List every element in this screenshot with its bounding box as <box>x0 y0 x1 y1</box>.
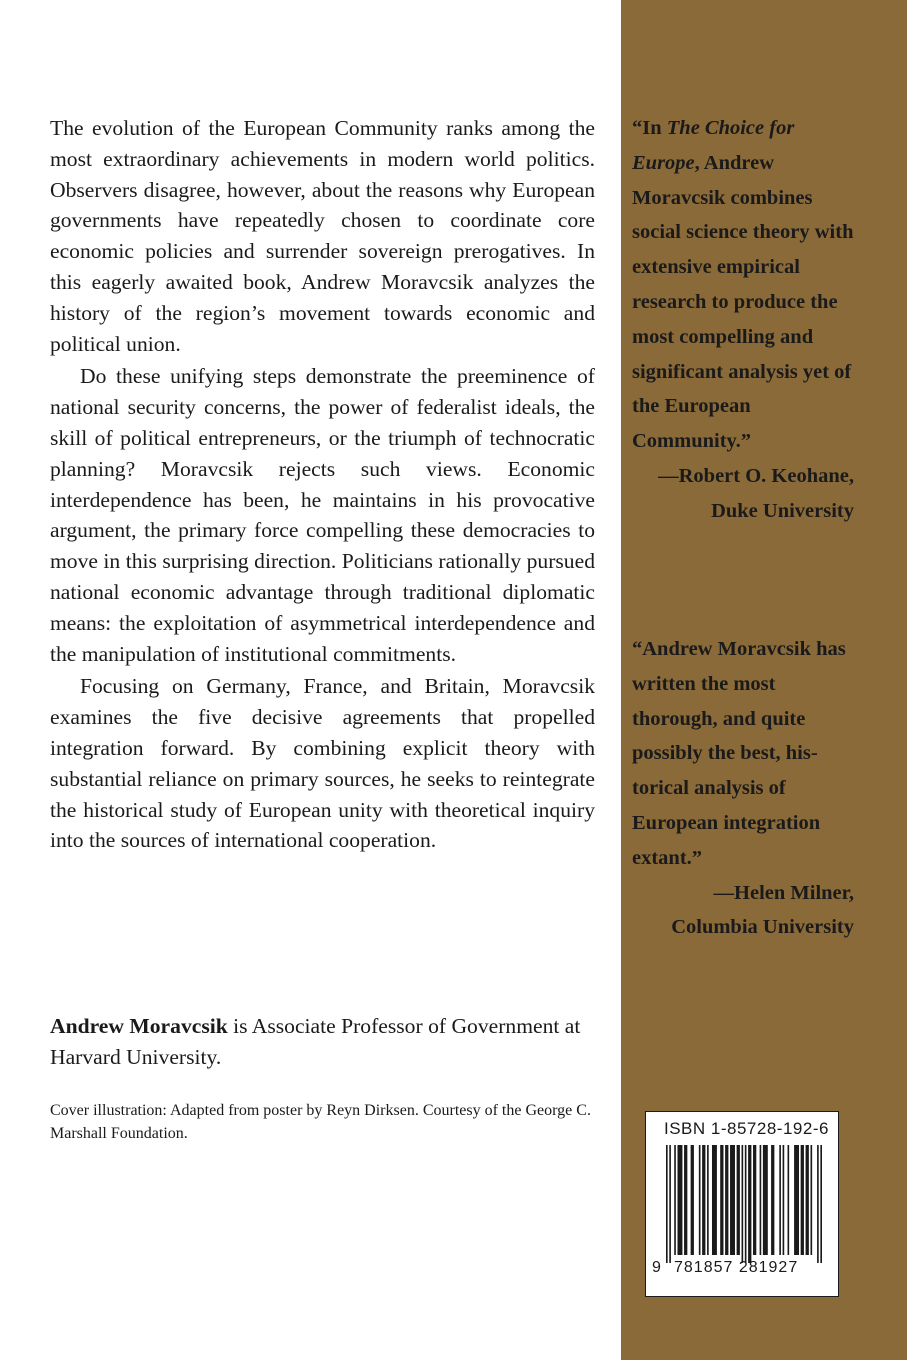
author-bio-text: is Associate Professor of Government at Harvard University. <box>50 1014 581 1069</box>
barcode-bar <box>820 1145 822 1263</box>
ean-remaining-digits: 781857 281927 <box>674 1259 799 1276</box>
barcode-bar <box>674 1145 676 1255</box>
barcode-bar <box>763 1145 768 1255</box>
barcode-bar <box>730 1145 735 1255</box>
author-bio <box>50 1011 595 1073</box>
isbn-barcode <box>645 1111 839 1297</box>
barcode-bar <box>801 1145 804 1255</box>
barcode-bar <box>742 1145 744 1263</box>
review-quote-2-text: “Andrew Moravcsik has written the most thorough, and quite possibly the best, historical analysis of European integration extant.” <box>632 638 846 869</box>
barcode-bar <box>753 1145 756 1255</box>
review-quote-2-attribution: —Helen Milner, Columbia University <box>671 881 854 939</box>
barcode-bar <box>737 1145 740 1255</box>
blurb-paragraph-2: Do these unifying steps demonstrate the preeminence of national security concerns, the power of federalist ideals, the skill of political entrepreneurs, or the triumph of technocratic planning? Moravcsik rejects such views. Economic interdependence has been, he maintains in his provocative argument, the primary force compelling these democracies to move in this surprising direction. Politicians rationally pursued national economic advantage through traditional diplomatic means: the exploitation of asymmetrical interdependence and the manipulation of institutional commitments. <box>50 364 595 666</box>
book-title: The Choice for Europe <box>632 117 795 174</box>
review-quote-1-attribution: —Robert O. Keohane, Duke University <box>658 464 854 522</box>
barcode-bar <box>817 1145 819 1263</box>
barcode-bar <box>771 1145 774 1255</box>
author-name: Andrew Moravcsik <box>50 1014 228 1038</box>
barcode-bar <box>666 1145 668 1263</box>
barcode-bar <box>779 1145 781 1255</box>
barcode-bar <box>684 1145 687 1255</box>
barcode-bar <box>748 1145 751 1263</box>
barcode-bar <box>794 1145 799 1255</box>
barcode-bar <box>760 1145 762 1255</box>
isbn-label: ISBN 1-85728-192-6 <box>664 1119 829 1138</box>
review-quote-2 <box>632 632 854 945</box>
barcode-bar <box>720 1145 723 1255</box>
barcode-bar <box>712 1145 717 1255</box>
ean-first-digit: 9 <box>652 1259 661 1276</box>
quote-open: “In <box>632 117 667 139</box>
blurb-paragraph-3: Focusing on Germany, France, and Britain, Moravcsik examines the five decisive agreements that propelled integration forward. By combining explicit theory with substantial reliance on primary sources, he seeks to reintegrate the historical study of European unity with theoretical inquiry into the sources of international cooperation. <box>50 674 595 853</box>
barcode-bar <box>707 1145 709 1255</box>
barcode-bar <box>806 1145 809 1255</box>
blurb <box>50 113 595 856</box>
barcode-bar <box>788 1145 790 1255</box>
barcode-bar <box>677 1145 682 1255</box>
barcode-bars <box>666 1145 822 1263</box>
barcode-bar <box>725 1145 728 1255</box>
barcode-bar <box>691 1145 694 1255</box>
review-quote-1-text <box>632 111 854 459</box>
review-quote-1 <box>632 111 854 529</box>
blurb-paragraph-1: The evolution of the European Community ranks among the most extraordinary achievements in modern world politics. Observers disagree, however, about the reasons why European governments have repeatedly chosen to coordinate core economic policies and surrender sovereign prerogatives. In this eagerly awaited book, Andrew Moravcsik analyzes the history of the region’s movement towards economic and political union. <box>50 116 595 356</box>
cover-credit: Cover illustration: Adapted from poster by Reyn Dirksen. Courtesy of the George C. Marshall Foundation. <box>50 1102 591 1142</box>
barcode-bar <box>745 1145 747 1263</box>
quote-body: , Andrew Moravcsik combines social science theory with extensive empirical research to produce the most compelling and significant analysis yet of the European Community.” <box>632 151 854 453</box>
barcode-bar <box>699 1145 701 1255</box>
barcode-bar <box>702 1145 705 1255</box>
barcode-bar <box>811 1145 813 1255</box>
barcode-bar <box>669 1145 671 1263</box>
barcode-bar <box>783 1145 785 1255</box>
